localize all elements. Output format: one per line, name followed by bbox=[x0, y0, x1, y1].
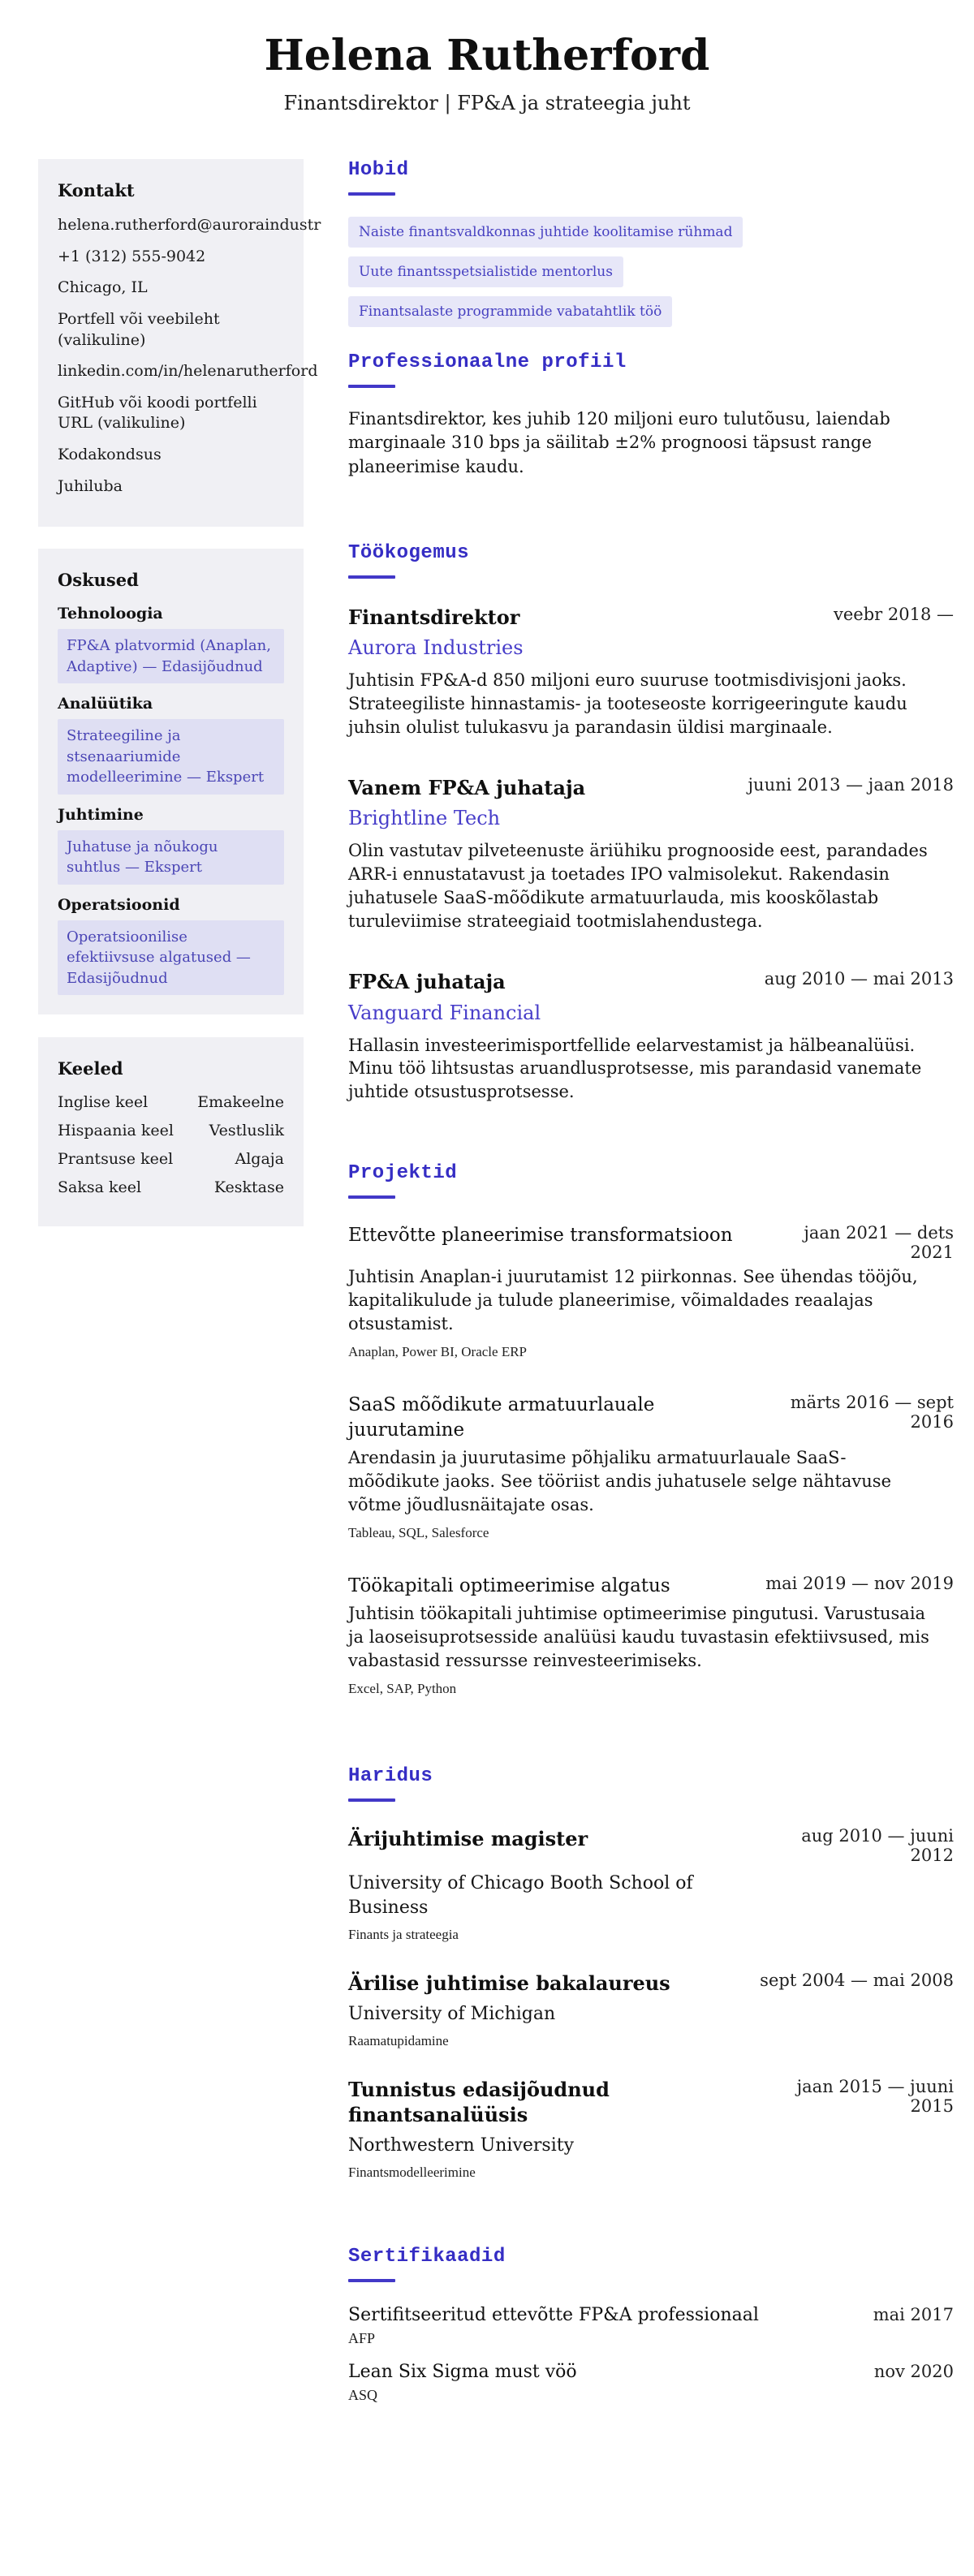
education-detail: Finants ja strateegia bbox=[348, 1926, 459, 1942]
header bbox=[0, 0, 974, 114]
certification-name: Sertifitseeritud ettevõtte FP&A professionaal bbox=[348, 2304, 759, 2325]
project-entry-head bbox=[348, 1393, 954, 1443]
job-entry bbox=[348, 969, 954, 1104]
project-tech-list: Tableau, SQL, Salesforce bbox=[348, 1525, 489, 1541]
job-dates: juuni 2013 — jaan 2018 bbox=[748, 775, 954, 795]
hobby-tag: Uute finantsspetsialistide mentorlus bbox=[348, 256, 623, 287]
education-dates: aug 2010 — juuni 2012 bbox=[801, 1826, 954, 1866]
language-level: Kesktase bbox=[213, 1178, 284, 1196]
education-entry-head bbox=[348, 1971, 954, 1996]
language-name: Saksa keel bbox=[58, 1178, 142, 1196]
skills-card bbox=[38, 549, 304, 1014]
project-description: Juhtisin töökapitali juhtimise optimeerimise pingutusi. Varustusaia ja laoseisuprotsesside analüüsi kaudu tuvastasin efektiivsused, mis vabastasid ressursse reinvesteerimiseks. bbox=[348, 1604, 929, 1671]
section-underline bbox=[348, 192, 395, 196]
job-title: FP&A juhataja bbox=[348, 970, 506, 994]
degree-title: Tunnistus edasijõudnud finantsanalüüsis bbox=[348, 2077, 610, 2126]
certification-issuer: ASQ bbox=[348, 2386, 378, 2403]
education-entry bbox=[348, 1971, 954, 2049]
project-tech-list: Excel, SAP, Python bbox=[348, 1681, 457, 1697]
education-dates: sept 2004 — mai 2008 bbox=[760, 1970, 954, 1990]
contact-item-phone: +1 (312) 555-9042 bbox=[58, 247, 206, 265]
hobbies-heading: Hobid bbox=[348, 159, 409, 181]
project-entry bbox=[348, 1223, 954, 1360]
education-detail: Finantsmodelleerimine bbox=[348, 2164, 476, 2180]
project-dates: jaan 2021 — dets 2021 bbox=[804, 1223, 954, 1263]
language-row bbox=[58, 1093, 284, 1111]
education-dates: jaan 2015 — juuni 2015 bbox=[796, 2076, 954, 2116]
experience-heading: Töökogemus bbox=[348, 542, 470, 565]
section-education bbox=[348, 1765, 954, 2180]
job-entry bbox=[348, 605, 954, 739]
language-level: Algaja bbox=[235, 1150, 284, 1168]
skill-pill: Operatsioonilise efektiivsuse algatused — Edasijõudnud bbox=[58, 920, 284, 996]
project-title: Ettevõtte planeerimise transformatsioon bbox=[348, 1225, 733, 1247]
contact-item-github: GitHub või koodi portfelli URL (valikuline) bbox=[58, 393, 257, 433]
job-entry-head bbox=[348, 775, 954, 800]
degree-title: Ärijuhtimise magister bbox=[348, 1827, 588, 1851]
school-name: University of Chicago Booth School of Business bbox=[348, 1873, 693, 1918]
languages-card bbox=[38, 1037, 304, 1226]
skill-group-label: Juhtimine bbox=[58, 805, 144, 824]
project-description: Juhtisin Anaplan-i juurutamist 12 piirkonnas. See ühendas tööjõu, kapitalikulude ja tulude planeerimise, võimaldades reaalajas otsustamist. bbox=[348, 1267, 918, 1334]
job-company: Brightline Tech bbox=[348, 807, 501, 830]
language-name: Hispaania keel bbox=[58, 1122, 174, 1139]
contact-heading: Kontakt bbox=[58, 180, 135, 200]
language-name: Inglise keel bbox=[58, 1093, 149, 1111]
contact-item-citizenship: Kodakondsus bbox=[58, 446, 162, 464]
hobby-tag: Naiste finantsvaldkonnas juhtide koolitamise rühmad bbox=[348, 217, 743, 248]
education-entry-head bbox=[348, 1826, 954, 1865]
job-entry-head bbox=[348, 605, 954, 630]
certification-entry bbox=[348, 2305, 954, 2347]
project-dates: märts 2016 — sept 2016 bbox=[790, 1393, 954, 1432]
education-entry bbox=[348, 1826, 954, 1942]
hobby-tag-list bbox=[348, 217, 954, 327]
section-underline bbox=[348, 385, 395, 388]
section-projects bbox=[348, 1162, 954, 1697]
job-company: Aurora Industries bbox=[348, 636, 524, 660]
skill-group-technology bbox=[58, 605, 284, 683]
skill-group-label: Tehnoloogia bbox=[58, 605, 163, 622]
skill-group-operations bbox=[58, 896, 284, 996]
contact-item-location: Chicago, IL bbox=[58, 278, 148, 297]
job-entry bbox=[348, 775, 954, 933]
job-dates: aug 2010 — mai 2013 bbox=[764, 969, 954, 989]
section-underline bbox=[348, 1798, 395, 1802]
job-description: Juhtisin FP&A-d 850 miljoni euro suuruse tootmisdivisjoni jaoks. Strateegiliste hinnastamis- ja tooteseoste korrigeeringute kaudu juhsin olulist tulukasvu ja parandasin üldisi marginaale. bbox=[348, 670, 907, 738]
language-name: Prantsuse keel bbox=[58, 1150, 174, 1168]
skill-group-analytics bbox=[58, 695, 284, 795]
certification-date: nov 2020 bbox=[873, 2361, 954, 2381]
contact-item-linkedin: linkedin.com/in/helenarutherford bbox=[58, 362, 318, 381]
section-profile bbox=[348, 351, 954, 479]
language-row bbox=[58, 1122, 284, 1139]
job-description: Olin vastutav pilveteenuste äriühiku prognooside eest, parandades ARR-i ennustatavust ja toetades IPO valmisolekut. Rakendasin juhatusele SaaS-mõõdikute armatuurlauda, mis kooskõlastab turuleviimise strateegiaid tootmislahendustega. bbox=[348, 841, 928, 932]
project-tech-list: Anaplan, Power BI, Oracle ERP bbox=[348, 1344, 528, 1360]
skill-group-leadership bbox=[58, 806, 284, 885]
education-entry bbox=[348, 2077, 954, 2181]
certifications-heading: Sertifikaadid bbox=[348, 2245, 506, 2268]
person-title: Finantsdirektor | FP&A ja strateegia juht bbox=[283, 91, 691, 114]
certification-name: Lean Six Sigma must vöö bbox=[348, 2361, 577, 2382]
skill-pill: Strateegiline ja stsenaariumide modelleerimine — Ekspert bbox=[58, 719, 284, 795]
degree-title: Ärilise juhtimise bakalaureus bbox=[348, 1971, 670, 1995]
project-title: SaaS mõõdikute armatuurlauale juurutamine bbox=[348, 1394, 655, 1441]
contact-item-portfolio: Portfell või veebileht (valikuline) bbox=[58, 309, 220, 349]
education-entry-head bbox=[348, 2077, 954, 2127]
section-underline bbox=[348, 2279, 395, 2282]
education-detail: Raamatupidamine bbox=[348, 2032, 449, 2048]
language-row bbox=[58, 1150, 284, 1168]
project-entry bbox=[348, 1393, 954, 1541]
education-heading: Haridus bbox=[348, 1765, 433, 1788]
language-level: Vestluslik bbox=[209, 1122, 284, 1139]
job-company: Vanguard Financial bbox=[348, 1001, 541, 1024]
profile-heading: Professionaalne profiil bbox=[348, 351, 627, 373]
project-entry bbox=[348, 1574, 954, 1697]
person-name: Helena Rutherford bbox=[264, 31, 710, 80]
project-dates: mai 2019 — nov 2019 bbox=[765, 1574, 954, 1594]
job-title: Finantsdirektor bbox=[348, 605, 520, 630]
language-level: Emakeelne bbox=[197, 1093, 284, 1111]
school-name: University of Michigan bbox=[348, 2003, 556, 2024]
hobby-tag: Finantsalaste programmide vabatahtlik töö bbox=[348, 296, 672, 327]
skills-heading: Oskused bbox=[58, 570, 139, 590]
section-certifications bbox=[348, 2246, 954, 2404]
skill-pill: Juhatuse ja nõukogu suhtlus — Ekspert bbox=[58, 830, 284, 885]
section-hobbies bbox=[348, 159, 954, 327]
section-underline bbox=[348, 1195, 395, 1199]
project-description: Arendasin ja juurutasime põhjaliku armatuurlauale SaaS-mõõdikute jaoks. See tööriist andis juhatusele selge nähtavuse võtme jõudlusnäitajate osas. bbox=[348, 1448, 891, 1515]
languages-heading: Keeled bbox=[58, 1058, 123, 1079]
section-experience bbox=[348, 542, 954, 1104]
projects-heading: Projektid bbox=[348, 1162, 458, 1185]
language-row bbox=[58, 1178, 284, 1196]
job-title: Vanem FP&A juhataja bbox=[348, 776, 586, 800]
school-name: Northwestern University bbox=[348, 2134, 575, 2156]
contact-item-drivers-license: Juhiluba bbox=[58, 476, 123, 495]
job-description: Hallasin investeerimisportfellide eelarvestamist ja hälbeanalüüsi. Minu töö lihtsustas aruandlusprotsesse, mis parandasid vanemate juhtide otsustusprotsesse. bbox=[348, 1035, 922, 1102]
contact-item-email: helena.rutherford@auroraindustr bbox=[58, 216, 321, 234]
certification-entry-head bbox=[348, 2305, 954, 2325]
skill-group-label: Operatsioonid bbox=[58, 895, 180, 914]
certification-issuer: AFP bbox=[348, 2329, 376, 2346]
certification-entry bbox=[348, 2362, 954, 2404]
skill-pill: FP&A platvormid (Anaplan, Adaptive) — Edasijõudnud bbox=[58, 629, 284, 683]
project-entry-head bbox=[348, 1574, 954, 1599]
project-title: Töökapitali optimeerimise algatus bbox=[348, 1575, 670, 1597]
main-column bbox=[348, 159, 954, 2404]
skill-group-label: Analüütika bbox=[58, 695, 153, 713]
contact-card bbox=[38, 159, 321, 527]
certification-date: mai 2017 bbox=[873, 2304, 954, 2324]
profile-text: Finantsdirektor, kes juhib 120 miljoni euro tulutõusu, laiendab marginaale 310 bps ja säilitab ±2% prognoosi täpsust range planeerimise kaudu. bbox=[348, 409, 890, 476]
job-dates: veebr 2018 — bbox=[834, 605, 954, 625]
project-entry-head bbox=[348, 1223, 954, 1262]
job-entry-head bbox=[348, 969, 954, 994]
certification-entry-head bbox=[348, 2362, 954, 2382]
section-underline bbox=[348, 575, 395, 579]
